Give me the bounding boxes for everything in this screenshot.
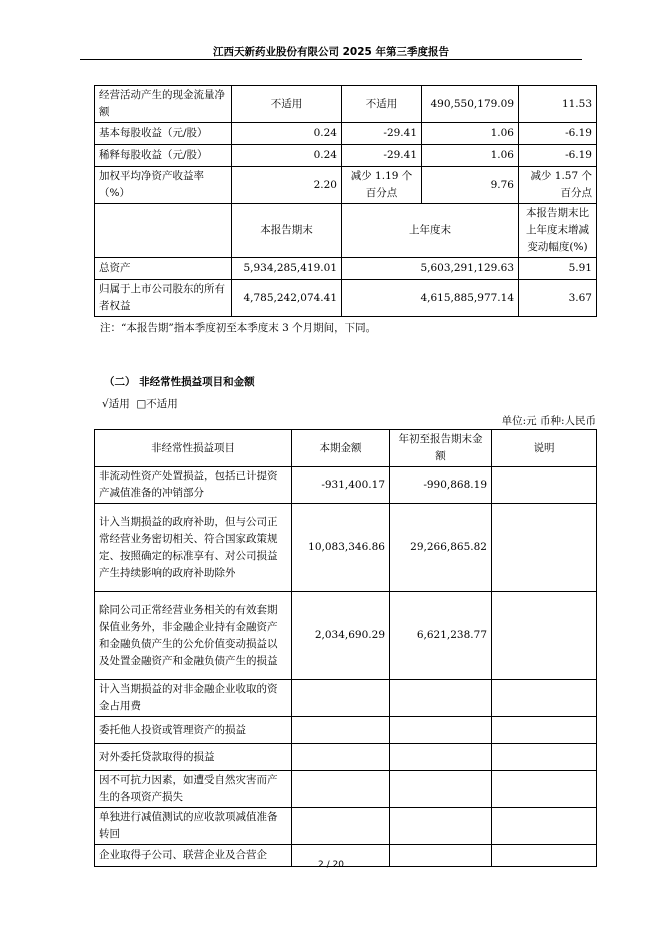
cell-value: 10,083,346.86 [292, 504, 390, 592]
cell-value [390, 771, 492, 808]
cell-value: 11.53 [519, 86, 597, 123]
cell-note [492, 680, 597, 717]
empty-cell [95, 204, 232, 258]
cell-value: 2,034,690.29 [292, 592, 390, 680]
item-label: 计入当期损益的政府补助，但与公司正常经营业务密切相关、符合国家政策规定、按照确定的标准享有、对公司损益产生持续影响的政府补助除外 [95, 504, 292, 592]
table-row [95, 280, 597, 317]
report-header-title: 江西天新药业股份有限公司 2025 年第三季度报告 [212, 46, 450, 58]
cell-value: 1.06 [422, 123, 519, 145]
table-row [95, 717, 597, 744]
row-label: 加权平均净资产收益率（%） [95, 167, 232, 204]
cell-value [292, 717, 390, 744]
section-title: （二） 非经常性损益项目和金额 [104, 376, 255, 388]
table-row [95, 86, 597, 123]
table-row [95, 744, 597, 771]
page-number: 2 / 20 [318, 860, 344, 870]
cell-note [492, 717, 597, 744]
cell-value [292, 744, 390, 771]
cell-value: -6.19 [519, 123, 597, 145]
row-label: 基本每股收益（元/股） [95, 123, 232, 145]
column-header: 上年度末 [342, 204, 519, 258]
column-header: 本报告期末比上年度末增减变动幅度(%) [519, 204, 597, 258]
applicable-option[interactable]: √适用 [102, 398, 130, 410]
row-label: 总资产 [95, 258, 232, 280]
table-row [95, 167, 597, 204]
cell-value: 不适用 [342, 86, 422, 123]
cell-note [492, 504, 597, 592]
column-header: 非经常性损益项目 [95, 430, 292, 467]
row-label: 归属于上市公司股东的所有者权益 [95, 280, 232, 317]
column-header: 本期金额 [292, 430, 390, 467]
cell-value: 9.76 [422, 167, 519, 204]
cell-value: 减少 1.19 个百分点 [342, 167, 422, 204]
item-label: 企业取得子公司、联营企业及合营企 [95, 845, 292, 867]
cell-note [492, 808, 597, 845]
cell-value: 1.06 [422, 145, 519, 167]
table-row [95, 258, 597, 280]
cell-value [390, 808, 492, 845]
cell-value: 4,615,885,977.14 [342, 280, 519, 317]
table-row [95, 592, 597, 680]
item-label: 单独进行减值测试的应收款项减值准备转回 [95, 808, 292, 845]
key-financial-table [94, 85, 597, 317]
table-row [95, 504, 597, 592]
cell-value: 4,785,242,074.41 [232, 280, 342, 317]
cell-value [390, 744, 492, 771]
header-rule [80, 59, 582, 60]
footnote: 注：“本报告期”指本季度初至本季度末 3 个月期间，下同。 [100, 322, 377, 334]
cell-note [492, 467, 597, 504]
unit-label: 单位:元 币种:人民币 [501, 415, 596, 427]
not-applicable-option[interactable]: □不适用 [136, 398, 178, 410]
cell-value: 减少 1.57 个百分点 [519, 167, 597, 204]
row-label: 经营活动产生的现金流量净额 [95, 86, 232, 123]
cell-note [492, 771, 597, 808]
cell-value: -931,400.17 [292, 467, 390, 504]
cell-value: 5.91 [519, 258, 597, 280]
item-label: 非流动性资产处置损益，包括已计提资产减值准备的冲销部分 [95, 467, 292, 504]
table-row [95, 467, 597, 504]
cell-note [492, 592, 597, 680]
table-row [95, 145, 597, 167]
column-header: 年初至报告期末金额 [390, 430, 492, 467]
cell-value [292, 771, 390, 808]
item-label: 因不可抗力因素，如遭受自然灾害而产生的各项资产损失 [95, 771, 292, 808]
table-row [95, 771, 597, 808]
row-label: 稀释每股收益（元/股） [95, 145, 232, 167]
table-row [95, 808, 597, 845]
column-header: 本报告期末 [232, 204, 342, 258]
cell-value: 0.24 [232, 145, 342, 167]
table-header-row [95, 430, 597, 467]
cell-value: 6,621,238.77 [390, 592, 492, 680]
cell-value: -29.41 [342, 123, 422, 145]
cell-value: 3.67 [519, 280, 597, 317]
nonrecurring-items-table [94, 429, 597, 867]
cell-value: 5,934,285,419.01 [232, 258, 342, 280]
cell-value [292, 680, 390, 717]
cell-value: 不适用 [232, 86, 342, 123]
cell-value: 2.20 [232, 167, 342, 204]
cell-value: 0.24 [232, 123, 342, 145]
item-label: 委托他人投资或管理资产的损益 [95, 717, 292, 744]
table-row [95, 680, 597, 717]
cell-value: -990,868.19 [390, 467, 492, 504]
applicability-options [102, 396, 178, 411]
item-label: 除同公司正常经营业务相关的有效套期保值业务外，非金融企业持有金融资产和金融负债产生的公允价值变动损益以及处置金融资产和金融负债产生的损益 [95, 592, 292, 680]
cell-value: 5,603,291,129.63 [342, 258, 519, 280]
cell-value: 490,550,179.09 [422, 86, 519, 123]
item-label: 对外委托贷款取得的损益 [95, 744, 292, 771]
table-row [95, 123, 597, 145]
cell-note [492, 744, 597, 771]
cell-value [390, 717, 492, 744]
cell-value: 29,266,865.82 [390, 504, 492, 592]
cell-value [292, 808, 390, 845]
item-label: 计入当期损益的对非金融企业收取的资金占用费 [95, 680, 292, 717]
cell-value [390, 680, 492, 717]
column-header: 说明 [492, 430, 597, 467]
cell-value: -29.41 [342, 145, 422, 167]
cell-value: -6.19 [519, 145, 597, 167]
table-subheader-row [95, 204, 597, 258]
